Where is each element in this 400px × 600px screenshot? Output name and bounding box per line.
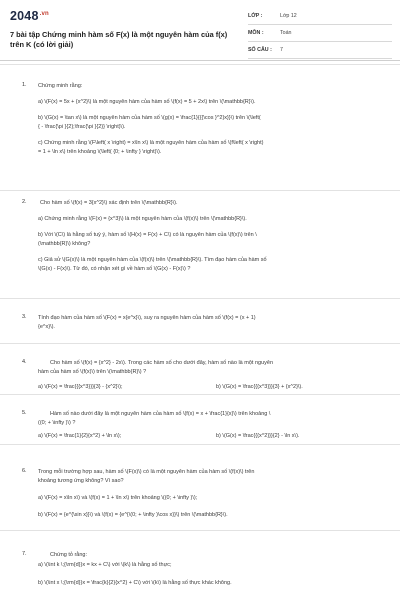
question-number: 1. (22, 82, 27, 88)
page-header (0, 0, 400, 61)
question-divider (0, 64, 400, 65)
question-number: 5. (22, 410, 27, 416)
question-text: a) \(F(x) = x\ln x\) và \(f(x) = 1 + \ln x\) trên khoảng \((0; + \infty )\); (38, 495, 198, 501)
question-number: 6. (22, 468, 27, 474)
question-text: khoảng tương ứng không? Vì sao? (38, 478, 124, 484)
page-title: 7 bài tập Chứng minh hàm số F(x) là một nguyên hàm của f(x) trên K (có lời giải) (10, 30, 228, 49)
site-logo[interactable] (10, 9, 49, 23)
meta-value: 7 (280, 47, 283, 53)
meta-value: Toán (280, 30, 292, 36)
question-text: c) Giả sử \(G(x)\) là một nguyên hàm của \(f(x)\) trên \(\mathbb{R}\). Tìm đạo hàm của hàm số (38, 257, 267, 263)
meta-row-class (248, 8, 392, 25)
answer-option-a: a) \(F(x) = \frac{1}{2}{x^2} + \ln x\); (38, 433, 122, 439)
question-text: Cho hàm số \(f(x) = {x^2} - 2x\). Trong các hàm số cho dưới đây, hàm số nào là một nguyên (50, 360, 273, 366)
question-text: { - \frac{\pi }{2};\frac{\pi }{2}} \right)\). (38, 124, 126, 130)
question-number: 4. (22, 359, 27, 365)
logo-suffix: .vn (39, 11, 49, 17)
question-text: c) Chứng minh rằng \(F\left( x \right) = x\ln x\) là một nguyên hàm của hàm số \(f\left( x \right) (38, 140, 264, 146)
question-divider (0, 394, 400, 395)
question-text: Cho hàm số \(f(x) = 3{x^2}\) xác định trên \(\mathbb{R}\). (40, 200, 178, 206)
question-text: hàm của hàm số \(f(x)\) trên \(\mathbb{R}\) ? (38, 369, 147, 375)
question-text: Chứng tỏ rằng: (50, 552, 88, 558)
question-text: \(G(x) - F(x)\). Từ đó, có nhận xét gì về hàm số \(G(x) - F(x)\) ? (38, 266, 191, 272)
question-text: = 1 + \ln x\) trên khoảng \(\left( {0; + \infty } \right)\). (38, 149, 162, 155)
meta-label: MÔN : (248, 30, 264, 36)
question-text: Trong mỗi trường hợp sau, hàm số \(F(x)\) có là một nguyên hàm của hàm số \(f(x)\) trên (38, 469, 255, 475)
logo-text: 2048 (10, 9, 39, 23)
question-text: Tính đạo hàm của hàm số \(F(x) = x{e^x}\), suy ra nguyên hàm của hàm số \(f(x) = (x + 1) (38, 315, 256, 321)
meta-row-subject (248, 25, 392, 42)
question-text: a) \(F(x) = 5x + {x^2}\) là một nguyên hàm của hàm số \(f(x) = 5 + 2x\) trên \(\mathbb{R}\). (38, 99, 256, 105)
meta-label: LỚP : (248, 13, 263, 19)
question-text: b) \(F(x) = {e^{\sin x}}\) và \(f(x) = {e^{\(0; + \infty )\cos x}}\) trên \(\mathbb{R}\). (38, 512, 228, 518)
meta-table (248, 8, 392, 59)
question-number: 7. (22, 551, 27, 557)
question-number: 3. (22, 314, 27, 320)
question-text: ((0; + \infty )\) ? (38, 420, 76, 426)
question-text: (\mathbb{R}\) không? (38, 241, 91, 247)
question-text: a) Chứng minh rằng \(F(x) = {x^3}\) là một nguyên hàm của \(f(x)\) trên \(\mathbb{R}\). (38, 216, 247, 222)
meta-row-count (248, 42, 392, 59)
question-divider (0, 530, 400, 531)
meta-value: Lớp 12 (280, 13, 297, 19)
meta-label: SỐ CÂU : (248, 47, 272, 53)
question-text: b) \(\int x \;{\rm{d}}x = \frac{k}{2}{x^2} + C\) với \(k\) là hằng số thực khác không. (38, 580, 232, 586)
question-text: Hàm số nào dưới đây là một nguyên hàm của hàm số \(f(x) = x + \frac{1}{x}\) trên khoảng \ (50, 411, 271, 417)
question-list (0, 60, 400, 600)
question-divider (0, 444, 400, 445)
question-text: Chứng minh rằng: (38, 83, 83, 89)
question-text: b) \(G(x) = \tan x\) là một nguyên hàm của hàm số \(g(x) = \frac{1}{{{\cos }^2}x}}\) trên \(\left( (38, 115, 261, 121)
question-text: a) \(\int k \;{\rm{d}}x = kx + C\) với \(k\) là hằng số thực; (38, 562, 172, 568)
answer-option-a: a) \(F(x) = \frac{{{x^3}}}{3} - {x^2}\); (38, 384, 123, 390)
question-number: 2. (22, 199, 27, 205)
question-text: {e^x}\). (38, 324, 55, 330)
question-divider (0, 343, 400, 344)
question-divider (0, 298, 400, 299)
question-text: b) Với \(C\) là hằng số tuỳ ý, hàm số \(H(x) = F(x) + C\) có là nguyên hàm của \(f(x)\) trên \ (38, 232, 257, 238)
question-divider (0, 190, 400, 191)
answer-option-b: b) \(G(x) = \frac{{{x^3}}}{3} + {x^2}\). (216, 384, 303, 390)
answer-option-b: b) \(G(x) = \frac{{{x^2}}}{2} - \ln x\). (216, 433, 300, 439)
